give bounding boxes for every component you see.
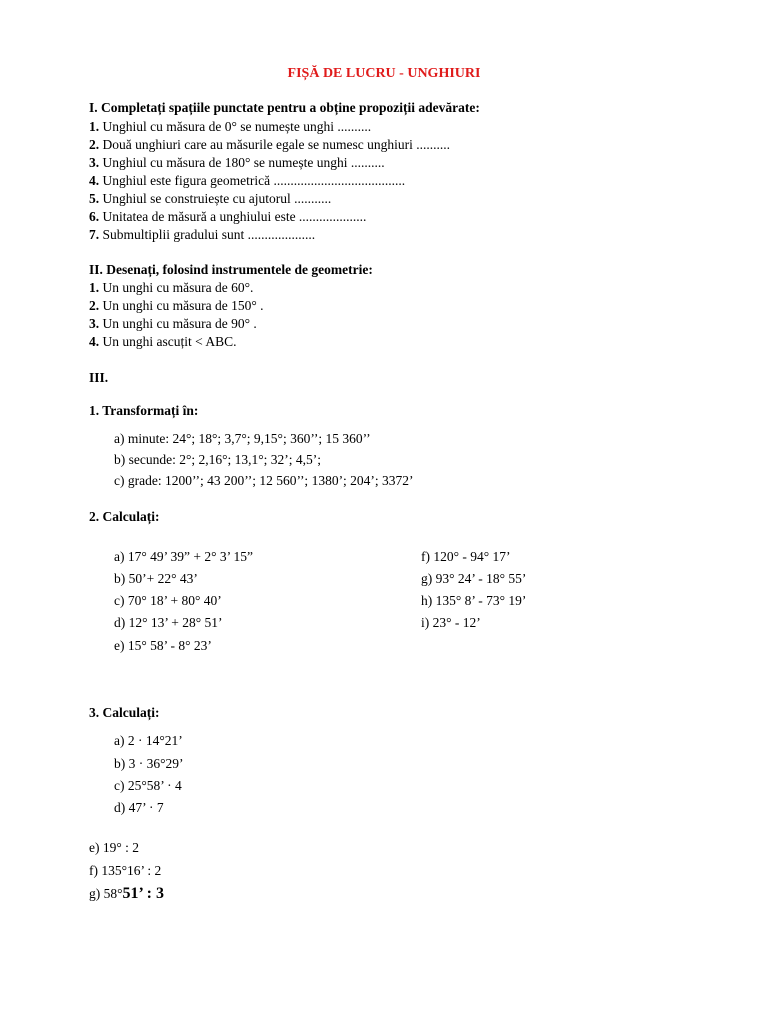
section-2-heading: II. Desenați, folosind instrumentele de geometrie: — [89, 262, 373, 277]
section-1-item — [89, 155, 385, 171]
item-text: Unghiul cu măsura de 0° se numește unghi .......... — [99, 119, 372, 134]
section-2-item — [89, 334, 237, 350]
exercise-3-item: b) 3 · 36°29’ — [114, 756, 184, 771]
item-text: Un unghi cu măsura de 150° . — [99, 298, 264, 313]
item-text: Două unghiuri care au măsurile egale se numesc unghiuri .......... — [99, 137, 451, 152]
exercise-1-heading: 1. Transformați în: — [89, 403, 199, 418]
item-number: 3. — [89, 155, 100, 170]
item-number: 2. — [89, 137, 100, 152]
section-1-item — [89, 119, 371, 135]
exercise-2-item: i) 23° - 12’ — [421, 615, 481, 630]
exercise-1-item: b) secunde: 2°; 2,16°; 13,1°; 32’; 4,5’; — [114, 452, 322, 467]
exercise-3-heading: 3. Calculați: — [89, 705, 160, 720]
item-text: Un unghi cu măsura de 60°. — [99, 280, 254, 295]
section-1-item — [89, 173, 405, 189]
item-text: Unghiul cu măsura de 180° se numește unghi .......... — [99, 155, 385, 170]
item-number: 4. — [89, 334, 100, 349]
section-1-item — [89, 137, 450, 153]
exercise-2-heading: 2. Calculați: — [89, 509, 160, 524]
exercise-2-item: e) 15° 58’ - 8° 23’ — [114, 638, 212, 653]
section-1-item — [89, 191, 331, 207]
item-number: 7. — [89, 227, 100, 242]
exercise-2-item: c) 70° 18’ + 80° 40’ — [114, 593, 222, 608]
section-1-item — [89, 209, 366, 225]
exercise-2-item: d) 12° 13’ + 28° 51’ — [114, 615, 223, 630]
exercise-3-item: f) 135°16’ : 2 — [89, 863, 162, 878]
worksheet-title: FIȘĂ DE LUCRU - UNGHIURI — [287, 66, 481, 81]
item-text-bold: 51’ : 3 — [122, 885, 164, 902]
item-text: Submultiplii gradului sunt .................... — [99, 227, 316, 242]
exercise-1-item: c) grade: 1200’’; 43 200’’; 12 560’’; 1380’; 204’; 3372’ — [114, 473, 414, 488]
exercise-2-item: h) 135° 8’ - 73° 19’ — [421, 593, 527, 608]
item-text: Un unghi ascuțit < ABC. — [99, 334, 237, 349]
item-number: 5. — [89, 191, 100, 206]
exercise-3-item — [89, 886, 164, 902]
exercise-2-item: a) 17° 49’ 39” + 2° 3’ 15” — [114, 549, 253, 564]
item-text: Unghiul este figura geometrică ....................................... — [99, 173, 406, 188]
exercise-1-item: a) minute: 24°; 18°; 3,7°; 9,15°; 360’’; 15 360’’ — [114, 431, 371, 446]
exercise-3-item: e) 19° : 2 — [89, 840, 140, 855]
section-2-item — [89, 280, 253, 296]
section-3-heading: III. — [89, 370, 109, 385]
item-number: 3. — [89, 316, 100, 331]
exercise-3-item: d) 47’ · 7 — [114, 800, 164, 815]
exercise-2-item: b) 50’+ 22° 43’ — [114, 571, 198, 586]
item-text: Unitatea de măsură a unghiului este .................... — [99, 209, 367, 224]
section-1-item — [89, 227, 315, 243]
exercise-3-item: c) 25°58’ · 4 — [114, 778, 182, 793]
item-number: 6. — [89, 209, 100, 224]
exercise-3-item: a) 2 · 14°21’ — [114, 733, 183, 748]
item-number: 4. — [89, 173, 100, 188]
item-text: g) 58° — [89, 886, 123, 901]
section-2-item — [89, 316, 257, 332]
item-number: 1. — [89, 280, 100, 295]
exercise-2-item: g) 93° 24’ - 18° 55’ — [421, 571, 527, 586]
section-2-item — [89, 298, 264, 314]
item-text: Unghiul se construiește cu ajutorul ........... — [99, 191, 332, 206]
exercise-2-item: f) 120° - 94° 17’ — [421, 549, 511, 564]
section-1-heading: I. Completați spațiile punctate pentru a obține propoziții adevărate: — [89, 100, 480, 115]
item-number: 1. — [89, 119, 100, 134]
item-text: Un unghi cu măsura de 90° . — [99, 316, 257, 331]
item-number: 2. — [89, 298, 100, 313]
